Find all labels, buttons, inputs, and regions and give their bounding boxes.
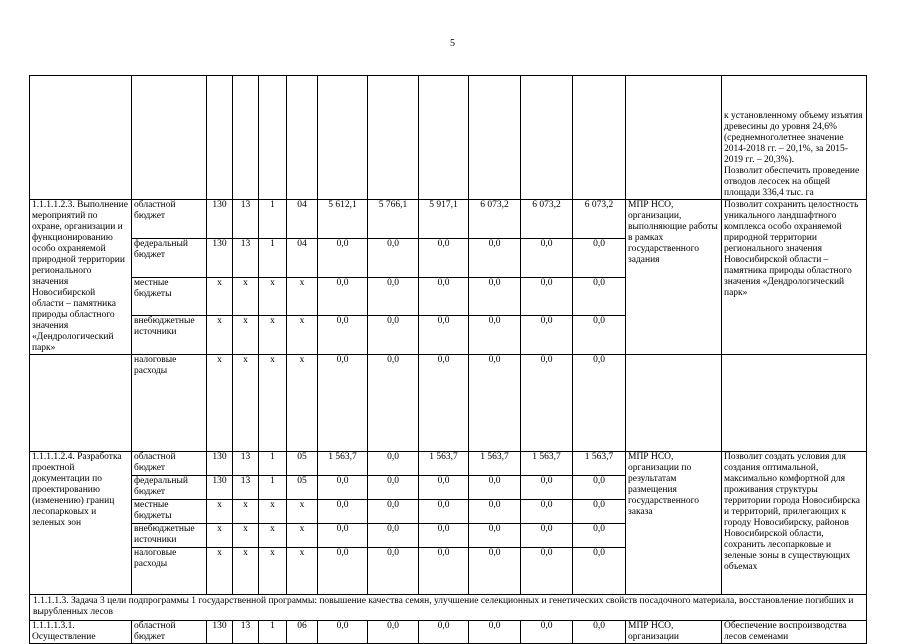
code-cell: 130 [207,621,233,644]
code-cell: 1 [259,238,287,277]
value-cell: 6 073,2 [469,200,521,239]
value-cell: 0,0 [419,548,469,595]
funding-source: налоговые расходы [132,355,207,452]
value-cell: 0,0 [573,500,626,524]
funding-source: налоговые расходы [132,548,207,595]
funding-source: местные бюджеты [132,277,207,316]
table-row [30,621,867,644]
value-cell: 6 073,2 [573,200,626,239]
measure-title: 1.1.1.1.2.3. Выполнение мероприятий по охране, организации и функционированию особо охраняемой природной территории регионального значения Новосибирской области – памятника природы областного значения «Дендрологический парк» [30,200,132,355]
value-cell: 0,0 [469,476,521,500]
value-cell: 0,0 [469,500,521,524]
value-cell: 0,0 [573,621,626,644]
code-cell: 05 [287,476,318,500]
measure-title: 1.1.1.1.2.4. Разработка проектной документации по проектированию (изменению) границ лесопарковых и зеленых зон [30,452,132,595]
value-cell: 0,0 [469,548,521,595]
value-cell: 5 612,1 [318,200,368,239]
code-cell: x [233,524,259,548]
program-table [29,75,867,644]
section-title: 1.1.1.1.3. Задача 3 цели подпрограммы 1 государственной программы: повышение качества семян, улучшение селекционных и генетических свойств посадочного материала, восстановление погибших и вырубленных лесов [30,595,867,621]
value-cell: 0,0 [318,524,368,548]
code-cell: x [287,277,318,316]
funding-source: федеральный бюджет [132,238,207,277]
value-cell: 0,0 [368,548,419,595]
value-cell: 0,0 [368,452,419,476]
value-cell: 0,0 [521,277,573,316]
code-cell: 13 [233,200,259,239]
value-cell: 0,0 [469,277,521,316]
code-cell: x [207,355,233,452]
code-cell: 13 [233,476,259,500]
continuation-row [30,76,867,200]
code-cell: x [287,548,318,595]
executor-cell: МПР НСО, организации [626,621,722,644]
value-cell: 0,0 [573,355,626,452]
value-cell: 0,0 [469,621,521,644]
code-cell: 1 [259,200,287,239]
value-cell: 0,0 [368,238,419,277]
value-cell: 0,0 [573,316,626,355]
funding-source: федеральный бюджет [132,476,207,500]
code-cell: 13 [233,621,259,644]
code-cell: x [259,500,287,524]
value-cell: 5 766,1 [368,200,419,239]
value-cell: 0,0 [573,277,626,316]
value-cell: 0,0 [419,524,469,548]
code-cell: 130 [207,200,233,239]
code-cell: x [259,524,287,548]
value-cell: 0,0 [521,238,573,277]
section-row [30,595,867,621]
value-cell: 0,0 [521,548,573,595]
code-cell: 13 [233,452,259,476]
value-cell: 1 563,7 [573,452,626,476]
value-cell: 0,0 [318,238,368,277]
value-cell: 0,0 [419,476,469,500]
code-cell: x [287,524,318,548]
value-cell: 0,0 [573,476,626,500]
code-cell: 1 [259,476,287,500]
code-cell: x [233,355,259,452]
value-cell: 0,0 [521,500,573,524]
value-cell: 1 563,7 [521,452,573,476]
value-cell: 0,0 [419,238,469,277]
value-cell: 0,0 [318,476,368,500]
value-cell: 0,0 [573,238,626,277]
code-cell: x [233,548,259,595]
code-cell: 130 [207,238,233,277]
value-cell: 0,0 [469,355,521,452]
value-cell: 0,0 [419,621,469,644]
value-cell: 0,0 [521,355,573,452]
result-cell: Обеспечение воспроизводства лесов семенами [722,621,867,644]
code-cell: 130 [207,452,233,476]
value-cell: 1 563,7 [318,452,368,476]
value-cell: 0,0 [318,277,368,316]
value-cell: 0,0 [419,500,469,524]
funding-source: внебюджетные источники [132,316,207,355]
code-cell: x [207,277,233,316]
result-cell: Позволит сохранить целостность уникального ландшафтного комплекса особо охраняемой природной территории регионального значения Новосибирской области – памятника природы областного значения «Дендрологический парк» [722,200,867,355]
value-cell: 1 563,7 [419,452,469,476]
value-cell: 0,0 [368,524,419,548]
code-cell: x [207,500,233,524]
code-cell: 04 [287,238,318,277]
table-row [30,452,867,476]
value-cell: 0,0 [573,524,626,548]
value-cell: 0,0 [469,238,521,277]
executor-cell: МПР НСО, организации, выполняющие работы в рамках государственного задания [626,200,722,355]
code-cell: 1 [259,452,287,476]
value-cell: 0,0 [469,316,521,355]
code-cell: x [259,355,287,452]
funding-source: областной бюджет [132,200,207,239]
code-cell: 04 [287,200,318,239]
funding-source: внебюджетные источники [132,524,207,548]
value-cell: 0,0 [368,277,419,316]
code-cell: 130 [207,476,233,500]
value-cell: 5 917,1 [419,200,469,239]
funding-source: местные бюджеты [132,500,207,524]
value-cell: 0,0 [368,621,419,644]
value-cell: 0,0 [521,524,573,548]
value-cell: 0,0 [521,621,573,644]
value-cell: 0,0 [521,316,573,355]
value-cell: 0,0 [318,355,368,452]
value-cell: 0,0 [419,355,469,452]
code-cell: 1 [259,621,287,644]
value-cell: 0,0 [318,548,368,595]
code-cell: 06 [287,621,318,644]
code-cell: x [233,277,259,316]
page-number: 5 [450,38,455,49]
value-cell: 0,0 [318,621,368,644]
code-cell: x [207,524,233,548]
code-cell: x [207,316,233,355]
value-cell: 1 563,7 [469,452,521,476]
code-cell: x [259,548,287,595]
value-cell: 0,0 [368,355,419,452]
measure-title: 1.1.1.1.3.1. Осуществление [30,621,132,644]
funding-source: областной бюджет [132,452,207,476]
value-cell: 0,0 [368,476,419,500]
result-cell: к установленному объему изъятия древесины до уровня 24,6% (среднемноголетнее значение 2014-2018 гг. – 20,1%, за 2015-2019 гг. – 20,3%). Позволит обеспечить проведение отводов лесосек на общей площади 336,4 тыс. га [722,76,867,200]
value-cell: 0,0 [318,500,368,524]
code-cell: x [287,500,318,524]
code-cell: 05 [287,452,318,476]
value-cell: 0,0 [368,316,419,355]
value-cell: 0,0 [469,524,521,548]
value-cell: 0,0 [368,500,419,524]
table-row [30,200,867,239]
executor-cell: МПР НСО, организации по результатам размещения государственного заказа [626,452,722,595]
value-cell: 0,0 [419,277,469,316]
code-cell: x [233,500,259,524]
code-cell: x [287,316,318,355]
value-cell: 6 073,2 [521,200,573,239]
value-cell: 0,0 [419,316,469,355]
value-cell: 0,0 [573,548,626,595]
code-cell: x [259,316,287,355]
table-row [30,355,867,452]
value-cell: 0,0 [521,476,573,500]
code-cell: x [259,277,287,316]
code-cell: x [207,548,233,595]
funding-source: областной бюджет [132,621,207,644]
result-cell: Позволит создать условия для создания оптимальной, максимально комфортной для проживания структуры территории города Новосибирска и территорий, прилегающих к городу Новосибирску, районов Новосибирской области, сохранить лесопарковые и зеленые зоны в существующих объемах [722,452,867,595]
code-cell: x [287,355,318,452]
value-cell: 0,0 [318,316,368,355]
code-cell: x [233,316,259,355]
code-cell: 13 [233,238,259,277]
